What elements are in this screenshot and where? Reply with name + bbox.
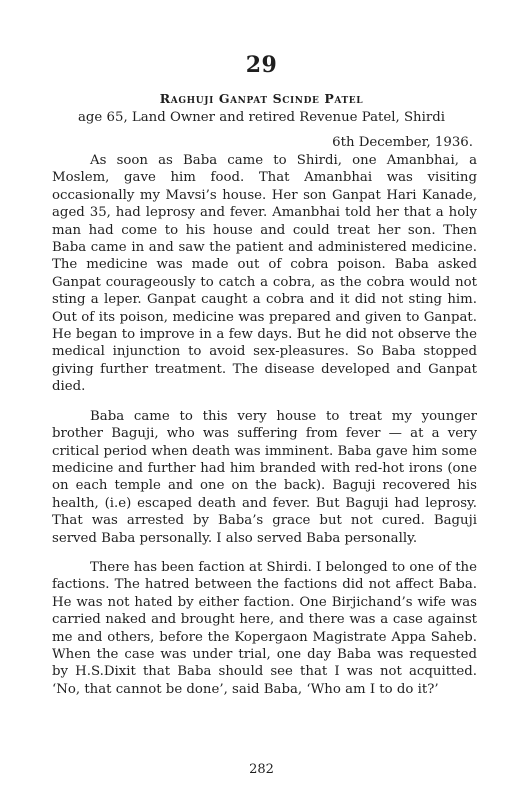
body-text [52,152,477,710]
paragraph: There has been faction at Shirdi. I belonged to one of the factions. The hatred between the factions did not affect Baba. He was not hated by either faction. One Birjichand’s wife was carried naked and brought here, and there was a case against me and others, before the Kopergaon Magistrate Appa Saheb. When the case was under trial, one day Baba was requested by H.S.Dixit that Baba should see that I was not acquitted. ‘No, that cannot be done’, said Baba, ‘Who am I to do it?’ [52,559,477,697]
statement-date: 6th December, 1936. [332,135,473,150]
paragraph: Baba came to this very house to treat my younger brother Baguji, who was suffering from fever — at a very critical period when death was imminent. Baba gave him some medicine and further had him branded with red-hot irons (one on each temple and one on the back). Baguji recovered his health, (i.e) escaped death and fever. But Baguji had leprosy. That was arrested by Baba’s grace but not cured. Baguji served Baba personally. I also served Baba personally. [52,408,477,546]
chapter-number: 29 [245,52,278,78]
author-name: Raghuji Ganpat Scinde Patel [159,91,364,106]
author-description: age 65, Land Owner and retired Revenue Patel, Shirdi [77,110,445,125]
page-number: 282 [249,762,274,777]
paragraph: As soon as Baba came to Shirdi, one Amanbhai, a Moslem, gave him food. That Amanbhai was visiting occasionally my Mavsi’s house. Her son Ganpat Hari Kanade, aged 35, had leprosy and fever. Amanbhai told her that a holy man had come to his house and could treat her son. Then Baba came in and saw the patient and administered medicine. The medicine was made out of cobra poison. Baba asked Ganpat courageously to catch a cobra, as the cobra would not sting a leper. Ganpat caught a cobra and it did not sting him. Out of its poison, medicine was prepared and given to Ganpat. He began to improve in a few days. But he did not observe the medical injunction to avoid sex-pleasures. So Baba stopped giving further treatment. The disease developed and Ganpat died. [52,153,477,395]
